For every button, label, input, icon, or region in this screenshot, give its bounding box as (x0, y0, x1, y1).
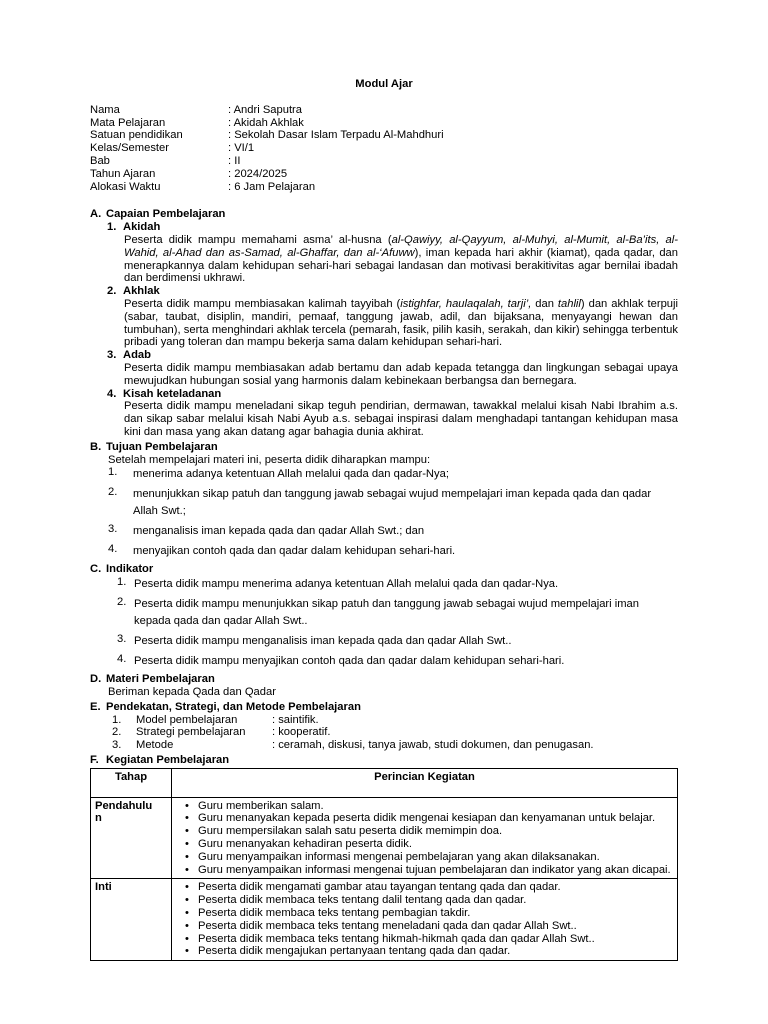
metode-item (90, 726, 678, 739)
bullet-icon: • (185, 932, 189, 945)
meta-value: : VI/1 (228, 142, 255, 155)
tujuan-number: 2. (108, 486, 118, 499)
indikator-number: 4. (117, 653, 127, 666)
bullet-icon: • (185, 863, 189, 876)
indikator-item (90, 576, 678, 593)
document-page (90, 78, 678, 961)
metode-value: : ceramah, diskusi, tanya jawab, studi dokumen, dan penugasan. (272, 739, 594, 752)
kegiatan-text: Peserta didik membaca teks tentang meneladani qada dan qadar Allah Swt.. (198, 919, 577, 932)
kegiatan-text: Peserta didik membaca teks tentang dalil tentang qada dan qadar. (198, 894, 527, 907)
tujuan-number: 3. (108, 523, 118, 536)
kegiatan-bullet-item (176, 812, 673, 825)
meta-value: : 2024/2025 (228, 167, 288, 180)
header-perincian: Perincian Kegiatan (172, 768, 678, 797)
capaian-paragraph: Peserta didik mampu membiasakan adab bertamu dan adab kepada tetangga dan lingkungan sebagai upaya mewujudkan hubungan sosial yang harmonis dalam kebinekaan berbangsa dan bernegara. (124, 361, 678, 387)
tahap-cell: Inti (91, 879, 172, 961)
meta-label: Satuan pendidikan (90, 129, 183, 142)
meta-value: : II (228, 154, 241, 167)
capaian-paragraph: Peserta didik mampu membiasakan kalimah tayyibah (istighfar, haulaqalah, tarji’, dan tahlil) dan akhlak terpuji (sabar, taubat, disiplin, mandiri, pemaaf, tanggung jawab, adil, dan bijaksana, menyayangi hewan dan tumbuhan), serta menghindari akhlak tercela (pemarah, fasik, pilih kasih, serakah, dan kikir) sehingga terbentuk pribadi yang toleran dan mampu bekerja sama dalam kehidupan sehari-hari. (124, 297, 678, 349)
capaian-list (90, 221, 678, 439)
meta-value: : Sekolah Dasar Islam Terpadu Al-Mahdhuri (228, 129, 444, 142)
meta-value: : Andri Saputra (228, 103, 303, 116)
indikator-text: Peserta didik mampu menganalisis iman kepada qada dan qadar Allah Swt.. (134, 635, 512, 648)
metode-key: Model pembelajaran (136, 713, 238, 726)
kegiatan-text: Guru menyampaikan informasi mengenai tujuan pembelajaran dan indikator yang akan dicapai. (198, 863, 671, 876)
bullet-icon: • (185, 945, 189, 958)
kegiatan-bullet-item (176, 864, 673, 877)
capaian-number: 3. (107, 349, 117, 362)
kegiatan-bullet-item (176, 800, 673, 813)
indikator-number: 2. (117, 596, 127, 609)
kegiatan-bullet-item (176, 907, 673, 920)
metode-key: Strategi pembelajaran (136, 726, 246, 739)
tujuan-item (90, 543, 678, 560)
capaian-subheading (107, 388, 678, 401)
section-c-heading: C. Indikator (90, 563, 154, 576)
kegiatan-text: Guru menanyakan kehadiran peserta didik. (198, 838, 412, 851)
bullet-icon: • (185, 812, 189, 825)
bullet-icon: • (185, 907, 189, 920)
indikator-number: 3. (117, 633, 127, 646)
bullet-icon: • (185, 894, 189, 907)
indikator-item (90, 596, 678, 630)
indikator-text: Peserta didik mampu menunjukkan sikap patuh dan tanggung jawab sebagai wujud mempelajari iman kepada qada dan qadar Allah Swt.. (134, 598, 639, 628)
perincian-cell (172, 879, 678, 961)
kegiatan-text: Guru memberikan salam. (198, 799, 324, 812)
capaian-paragraph: Peserta didik mampu meneladani sikap teguh pendirian, dermawan, tawakkal melalui kisah Nabi Ibrahim a.s. dan sikap sabar melalui kisah Nabi Ayub a.s. sebagai inspirasi dalam menghadapi tantangan kehidupan masa kini dan masa yang akan datang agar bahagia dunia akhirat. (124, 400, 678, 438)
indikator-text: Peserta didik mampu menerima adanya ketentuan Allah melalui qada dan qadar-Nya. (134, 578, 559, 591)
bullet-icon: • (185, 799, 189, 812)
indikator-item (90, 633, 678, 650)
indikator-number: 1. (117, 576, 127, 589)
kegiatan-bullet-item (176, 933, 673, 946)
kegiatan-bullet-item (176, 838, 673, 851)
tujuan-list (90, 466, 678, 560)
meta-label: Nama (90, 103, 120, 116)
metode-number: 1. (112, 713, 122, 726)
section-a-heading: A. Capaian Pembelajaran (90, 208, 226, 221)
metode-value: : kooperatif. (272, 726, 331, 739)
capaian-subheading (107, 285, 678, 298)
section-b-heading: B. Tujuan Pembelajaran (90, 440, 218, 453)
kegiatan-bullet-item (176, 945, 673, 958)
bullet-icon: • (185, 838, 189, 851)
section-f-heading: F. Kegiatan Pembelajaran (90, 753, 230, 766)
meta-label: Mata Pelajaran (90, 116, 166, 129)
kegiatan-bullet-item (176, 894, 673, 907)
bullet-icon: • (185, 881, 189, 894)
document-title: Modul Ajar (355, 78, 413, 90)
metode-key: Metode (136, 739, 174, 752)
materi-text: Beriman kepada Qada dan Qadar (108, 685, 276, 698)
identity-table (90, 104, 678, 194)
kegiatan-bullet-item (176, 825, 673, 838)
bullet-icon: • (185, 919, 189, 932)
indikator-text: Peserta didik mampu menyajikan contoh qada dan qadar dalam kehidupan sehari-hari. (134, 655, 565, 668)
bullet-icon: • (185, 850, 189, 863)
tujuan-text: menunjukkan sikap patuh dan tanggung jawab sebagai wujud mempelajari iman kepada qada dan qadar Allah Swt.; (133, 488, 652, 518)
capaian-title: Kisah keteladanan (123, 387, 222, 400)
kegiatan-text: Peserta didik mengajukan pertanyaan tentang qada dan qadar. (198, 945, 511, 958)
meta-value: : Akidah Akhlak (228, 116, 304, 129)
kegiatan-text: Guru mempersilakan salah satu peserta didik memimpin doa. (198, 825, 503, 838)
header-tahap: Tahap (91, 768, 172, 797)
capaian-title: Akhlak (123, 285, 160, 298)
perincian-cell (172, 797, 678, 879)
kegiatan-table (90, 768, 678, 962)
indikator-item (90, 653, 678, 670)
kegiatan-row (91, 879, 678, 961)
bullet-icon: • (185, 825, 189, 838)
kegiatan-bullet-item (176, 851, 673, 864)
tujuan-item (90, 523, 678, 540)
metode-item (90, 739, 678, 752)
kegiatan-bullet-item (176, 920, 673, 933)
kegiatan-text: Guru menanyakan kepada peserta didik mengenai kesiapan dan kenyamanan untuk belajar. (198, 812, 656, 825)
meta-label: Kelas/Semester (90, 142, 169, 155)
metode-number: 3. (112, 739, 122, 752)
capaian-title: Adab (123, 349, 151, 362)
meta-label: Bab (90, 154, 110, 167)
capaian-number: 1. (107, 221, 117, 234)
tujuan-text: menyajikan contoh qada dan qadar dalam kehidupan sehari-hari. (133, 545, 456, 558)
capaian-paragraph: Peserta didik mampu memahami asma’ al-husna (al-Qawiyy, al-Qayyum, al-Muhyi, al-Mumit, al-Ba’its, al-Wahid, al-Ahad dan as-Samad, al-Ghaffar, dan al-‘Afuww), iman kepada hari akhir (kiamat), qada qadar, dan menerapkannya dalam kehidupan sehari-hari sebagai landasan dan motivasi berakitivitas agar bernilai ibadah dan berdimensi ukhrawi. (124, 233, 678, 285)
tujuan-intro: Setelah mempelajari materi ini, peserta didik diharapkan mampu: (108, 453, 431, 466)
kegiatan-bullet-item (176, 881, 673, 894)
capaian-subheading (107, 349, 678, 362)
metode-number: 2. (112, 726, 122, 739)
tujuan-text: menganalisis iman kepada qada dan qadar Allah Swt.; dan (133, 525, 425, 538)
metode-item (90, 714, 678, 727)
meta-label: Tahun Ajaran (90, 167, 156, 180)
kegiatan-row (91, 797, 678, 879)
tujuan-number: 4. (108, 543, 118, 556)
meta-label: Alokasi Waktu (90, 180, 161, 193)
kegiatan-text: Peserta didik membaca teks tentang pembagian takdir. (198, 907, 471, 920)
tujuan-item (90, 486, 678, 520)
section-d-heading: D. Materi Pembelajaran (90, 673, 215, 686)
capaian-subheading (107, 221, 678, 234)
section-e-heading: E. Pendekatan, Strategi, dan Metode Pembelajaran (90, 700, 361, 713)
capaian-title: Akidah (123, 221, 161, 234)
capaian-number: 2. (107, 285, 117, 298)
kegiatan-text: Guru menyampaikan informasi mengenai pembelajaran yang akan dilaksanakan. (198, 850, 600, 863)
tujuan-text: menerima adanya ketentuan Allah melalui qada dan qadar-Nya; (133, 468, 449, 481)
metode-list (90, 714, 678, 752)
kegiatan-text: Peserta didik mengamati gambar atau tayangan tentang qada dan qadar. (198, 881, 561, 894)
tujuan-item (90, 466, 678, 483)
metode-value: : saintifik. (272, 713, 319, 726)
meta-value: : 6 Jam Pelajaran (228, 180, 316, 193)
tahap-cell: Pendahulu n (91, 797, 172, 879)
kegiatan-text: Peserta didik membaca teks tentang hikmah-hikmah qada dan qadar Allah Swt.. (198, 932, 595, 945)
tujuan-number: 1. (108, 466, 118, 479)
indikator-list (90, 576, 678, 670)
capaian-number: 4. (107, 387, 117, 400)
